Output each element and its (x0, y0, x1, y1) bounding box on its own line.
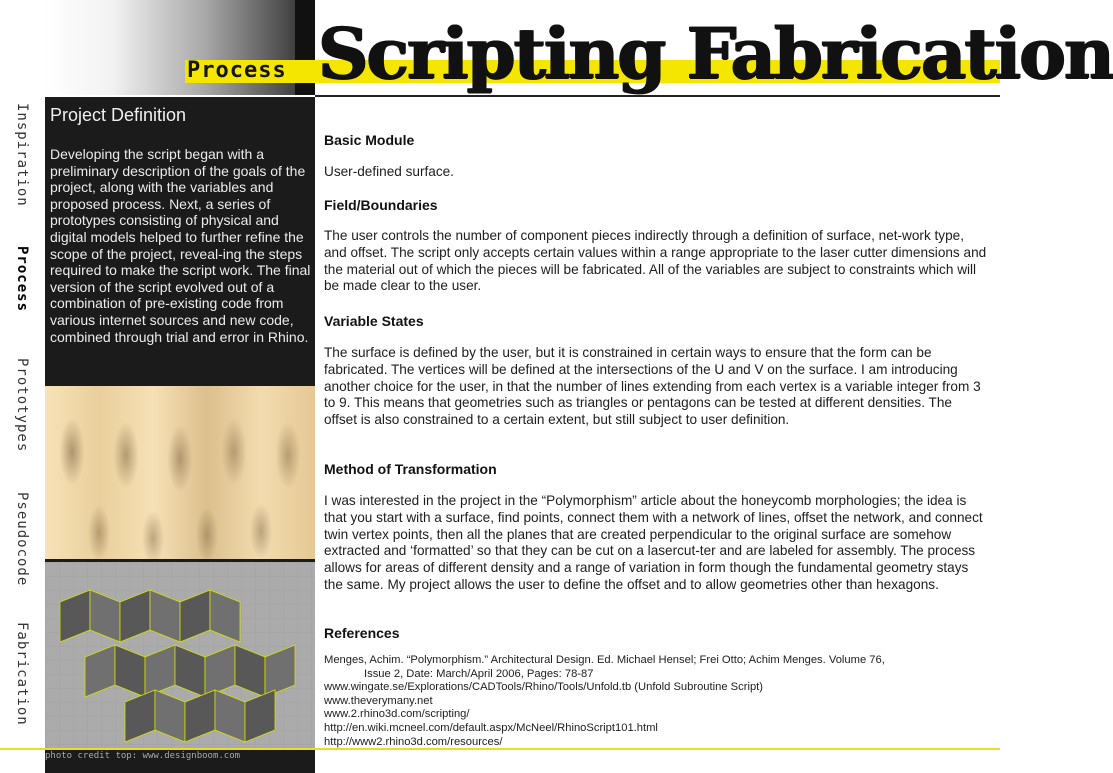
nav-item-pseudocode[interactable]: Pseudocode (14, 492, 30, 587)
body-variable-states: The surface is defined by the user, but it is constrained in certain ways to ensure that the form can be fabricated. The vertices will be defined at the intersections of the U and V on the surface. I am introducing another choice for the user, in that the number of lines extending from each vertex is a variable integer from 3 to 9. This means that geometries such as triangles or pentagons can be tested at different densities. The offset is also constrained to a certain extent, but still subject to user definition. (324, 345, 981, 428)
reference-link[interactable]: www.2.rhino3d.com/scripting/ (324, 708, 470, 721)
body-field-boundaries: The user controls the number of component pieces indirectly through a definition of surface, net-work type, and offset. The script only accepts certain values within a range appropriate to the laser cutter dimensions and the material out of which the pieces will be fabricated. All of the variables are subject to constraints which will be made clear to the user. (324, 228, 987, 294)
sidebar-text: Developing the script began with a preliminary description of the goals of the project, along with the variables and proposed process. Next, a series of prototypes consisting of physical and digital models helped to further refine the scope of the project, reveal-ing the steps required to make the script work. The final version of the script evolved out of a combination of pre-existing code from various internet sources and new code, combined through trial and error in Rhino. (50, 146, 311, 345)
nav-item-inspiration[interactable]: Inspiration (14, 103, 30, 207)
nav-item-process[interactable]: Process (14, 246, 30, 313)
side-nav (0, 100, 45, 730)
reference-link[interactable]: http://en.wiki.mcneel.com/default.aspx/McNeel/RhinoScript101.html (324, 721, 658, 734)
section-tag: Process (187, 58, 287, 83)
body-basic-module: User-defined surface. (324, 164, 454, 179)
sidebar-title: Project Definition (50, 105, 187, 125)
reference-link[interactable]: www.theverymany.net (324, 694, 433, 707)
heading-references: References (324, 625, 400, 641)
reference-item: Issue 2, Date: March/April 2006, Pages: 78-87 (364, 667, 594, 680)
heading-variable-states: Variable States (324, 313, 424, 329)
photo-credit: photo credit top: www.designboom.com (45, 751, 241, 761)
nav-item-prototypes[interactable]: Prototypes (14, 358, 30, 453)
sidebar (45, 97, 315, 773)
heading-method-transformation: Method of Transformation (324, 461, 497, 477)
rhino-model-render (45, 562, 315, 750)
heading-field-boundaries: Field/Boundaries (324, 197, 438, 213)
heading-basic-module: Basic Module (324, 132, 415, 148)
nav-item-fabrication[interactable]: Fabrication (14, 622, 30, 726)
reference-link[interactable]: http://www2.rhino3d.com/resources/ (324, 735, 503, 748)
reference-link[interactable]: www.wingate.se/Explorations/CADTools/Rhino/Tools/Unfold.tb (Unfold Subroutine Script) (324, 681, 764, 694)
header-divider (315, 95, 1000, 97)
honeycomb-photo (45, 386, 315, 559)
references-list (324, 654, 988, 749)
page-title: Scripting Fabrication (318, 12, 1113, 95)
body-method-transformation: I was interested in the project in the “Polymorphism” article about the honeycomb morphologies; the idea is that you start with a surface, find points, connect them with a network of lines, offset the network, and connect twin vertex points, then all the planes that are created perpendicular to the original surface are somehow extracted and ‘formatted’ so that they can be cut on a lasercut-ter and are labeled for assembly. The process allows for areas of different density and a range of variation in form though the fundamental geometry stays the same. My project allows the user to define the offset and to allow geometries other than hexagons. (324, 493, 983, 592)
reference-item: Menges, Achim. “Polymorphism.” Architectural Design. Ed. Michael Hensel; Frei Otto; Achim Menges. Volume 76, (324, 654, 885, 666)
